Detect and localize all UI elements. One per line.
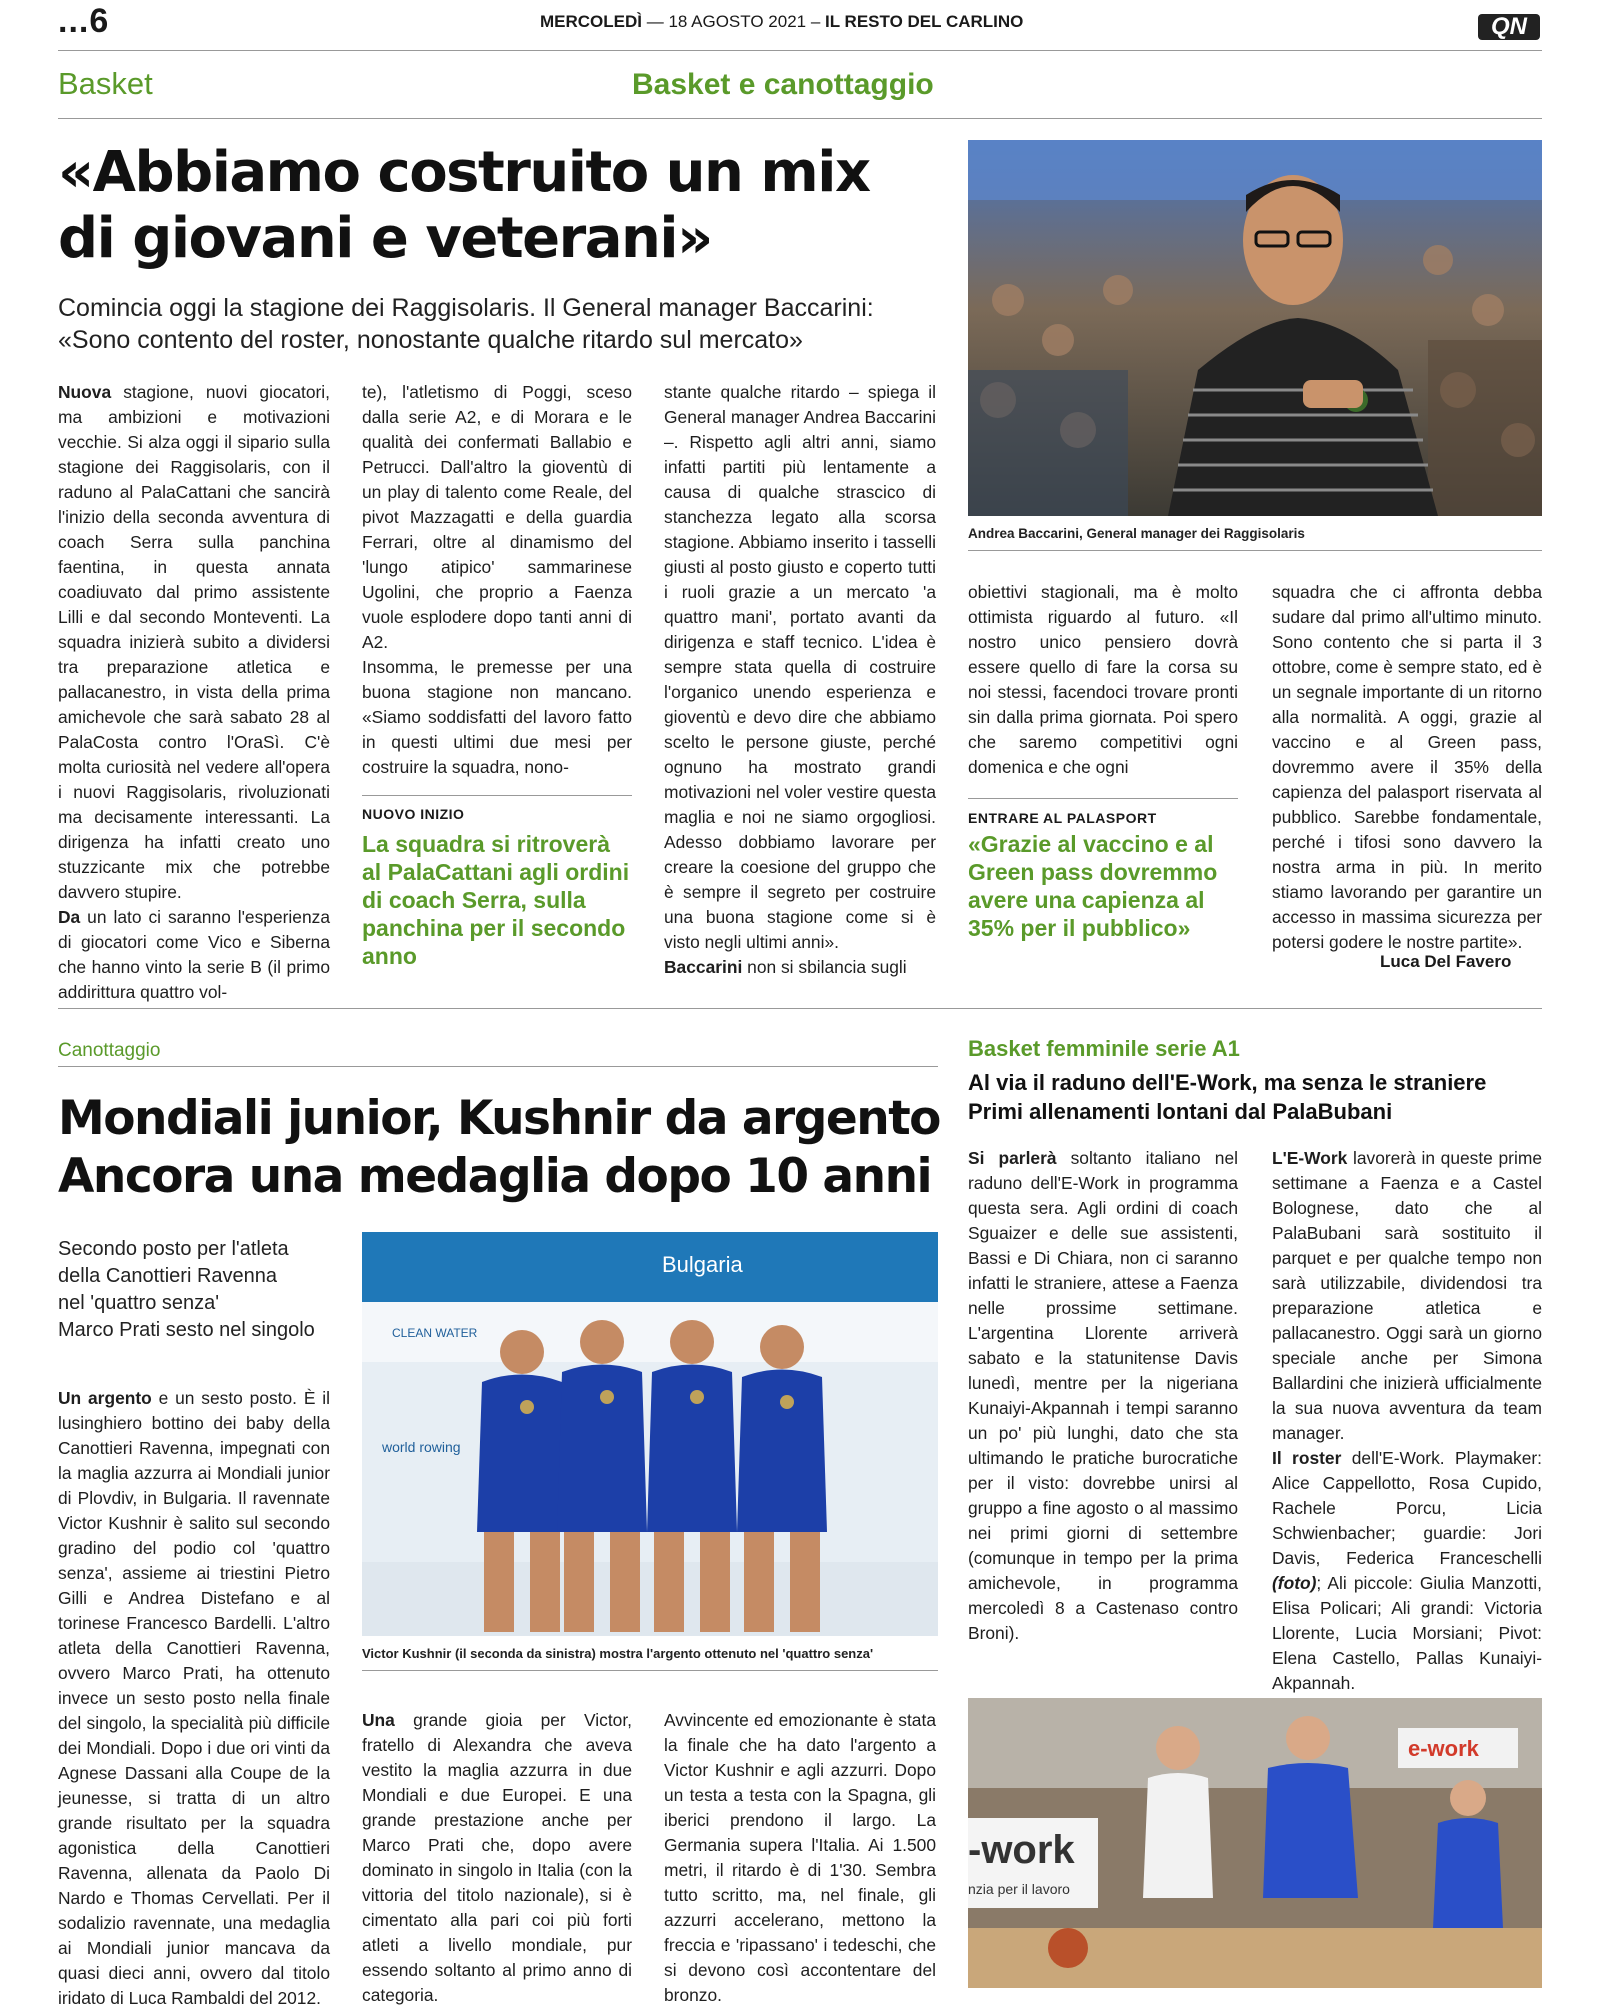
basketball-photo <box>968 1698 1542 1988</box>
rowers-photo-art <box>362 1232 938 1636</box>
body-text: stante qualche ritardo – spiega il General manager Andrea Baccarini –. Rispetto agli altri anni, siamo infatti partiti più lentamente a causa di qualche strascico di stanchezza legato alla scorsa stagione. Abbiamo inserito i tasselli giusti al posto giusto e coperto tutti i ruoli grazie a un mercato 'a quattro mani', portato avanti da dirigenza e staff tecnico. L'idea è sempre stata quella di costruire l'organico unendo esperienza e gioventù e devo dire che abbiamo scelto le persone giuste, perché ognuno ha mostrato grandi motivazioni nel voler vestire questa maglia e noi ne siamo orgogliosi. Adesso dobbiamo lavorare per creare la coesione del gruppo che è sempre il segreto per costruire una buona stagione come si è visto negli ultimi anni». <box>664 382 936 952</box>
subhead-line: Primi allenamenti lontani dal PalaBubani <box>968 1099 1393 1124</box>
article1-column-5 <box>1272 580 1542 955</box>
body-text: un lato ci saranno l'esperienza di giocatori come Vico e Siberna che hanno vinto la serie B (il primo addirittura quattro vol- <box>58 907 330 1002</box>
lead-word: Una <box>362 1710 395 1730</box>
article2-rule <box>58 1066 938 1067</box>
lead-word: Da <box>58 907 81 927</box>
section-rule <box>58 118 1542 119</box>
article2-column-2 <box>362 1708 632 2008</box>
headline-line-2: Ancora una medaglia dopo 10 anni <box>58 1149 932 1204</box>
article1-subhead <box>58 292 938 356</box>
photo-ework-banner: e-work <box>1408 1736 1479 1761</box>
subhead-line: Marco Prati sesto nel singolo <box>58 1319 315 1341</box>
photo-banner-text: Bulgaria <box>662 1252 743 1277</box>
box2-label: ENTRARE AL PALASPORT <box>968 810 1157 826</box>
body-text: stagione, nuovi giocatori, ma ambizioni e motivazioni vecchie. Si alza oggi il sipario sulla stagione dei Raggisolaris, con il raduno al PalaCattani che sancirà l'inizio della seconda avventura di coach Serra sulla panchina faentina, in questa annata coadiuvato dal primo assistente Lilli e dal secondo Monteventi. La squadra inizierà subito a dividersi tra preparazione atletica e pallacanestro, in vista della prima amichevole che sarà sabato 28 al PalaCosta contro l'OraSì. C'è molta curiosità nel vedere all'opera i nuovi Raggisolaris, rivoluzionati ma decisamente interessanti. La dirigenza ha infatti creato uno stuzzicante mix che potrebbe davvero stupire. <box>58 382 330 902</box>
photo-sponsor-1: CLEAN WATER <box>392 1326 478 1340</box>
page-number: ...6 <box>58 2 110 40</box>
headline-line-1: «Abbiamo costruito un mix <box>58 140 870 205</box>
masthead-date: — 18 AGOSTO 2021 – <box>646 12 821 31</box>
body-text: soltanto italiano nel raduno dell'E-Work in programma questa sera. Agli ordini di coach Sguaizer e delle sue assistenti, Bassi e Di Chiara, non ci saranno infatti le straniere, attese a Faenza nelle prossime settimane. L'argentina Llorente arriverà sabato e la statunitense Davis lunedì, mentre per la nigeriana Kunaiyi-Akpannah i tempi saranno un po' più lunghi, dato che sta ultimando le pratiche burocratiche per il visto: dovrebbe unirsi al gruppo a fine agosto o al massimo nei primi giorni di settembre (comunque in tempo per la prima amichevole, in programma mercoledì 8 a Castenaso contro Broni). <box>968 1148 1238 1643</box>
box1-label: NUOVO INIZIO <box>362 806 465 822</box>
masthead-paper: IL RESTO DEL CARLINO <box>825 12 1024 31</box>
body-text: non si sbilancia sugli <box>742 957 907 977</box>
article3-column-1 <box>968 1146 1238 1646</box>
body-text: te), l'atletismo di Poggi, sceso dalla serie A2, e di Morara e le qualità dei confermati Ballabio e Petrucci. Dall'altro la gioventù di un play di talento come Reale, del pivot Mazzagatti e della guardia Ferrari, oltre al dinamismo del 'lungo atipico' sammarinese Ugolini, che proprio a Faenza vuole esplodere dopo tanti anni di A2. <box>362 382 632 652</box>
article1-column-3 <box>664 380 936 980</box>
article2-section: Canottaggio <box>58 1040 161 1061</box>
article1-headline <box>58 140 958 272</box>
box2-quote: «Grazie al vaccino e al Green pass dovremmo avere una capienza al 35% per il pubblico» <box>968 831 1218 941</box>
qn-logo: QN <box>1478 14 1540 40</box>
article1-column-2 <box>362 380 632 780</box>
subhead-line: nel 'quattro senza' <box>58 1292 220 1314</box>
body-text: dell'E-Work. Playmaker: Alice Cappellotto, Rosa Cupido, Rachele Porcu, Licia Schwienbacher; guardie: Jori Davis, Federica Franceschelli <box>1272 1448 1542 1568</box>
photo-sponsor-2: world rowing <box>382 1439 461 1455</box>
photo-ework-board-2: nzia per il lavoro <box>968 1881 1070 1897</box>
rowers-caption: Victor Kushnir (il seconda da sinistra) mostra l'argento ottenuto nel 'quattro senza' <box>362 1646 874 1661</box>
foto-ref: (foto) <box>1272 1573 1317 1593</box>
photo-ework-board: -work <box>968 1828 1075 1872</box>
article3-section: Basket femminile serie A1 <box>968 1036 1240 1061</box>
body-text: Avvincente ed emozionante è stata la finale che ha dato l'argento a Victor Kushnir e agli azzurri. Dopo un testa a testa con la Spagna, gli iberici prendono il largo. La Germania supera l'Italia. Ai 1.500 metri, il ritardo è di 1'30. Sembra tutto scritto, ma, nel finale, gli azzurri accelerano, mettono la freccia e 'ripassano' i tedeschi, che si devono così accontentare del bronzo. <box>664 1710 936 2005</box>
subhead-line-1: Comincia oggi la stagione dei Raggisolaris. Il General manager Baccarini: <box>58 294 874 322</box>
lead-word: L'E-Work <box>1272 1148 1348 1168</box>
caption-rule <box>968 550 1542 551</box>
article3-subhead <box>968 1068 1542 1126</box>
basketball-photo-art <box>968 1698 1542 1988</box>
lead-word: Nuova <box>58 382 112 402</box>
baccarini-photo <box>968 140 1542 516</box>
body-text: ; Ali piccole: Giulia Manzotti, Elisa Policari; Ali grandi: Victoria Llorente, Lucia Morsiani; Pivot: Elena Castello, Pallas Kunaiyi-Akpannah. <box>1272 1573 1542 1693</box>
baccarini-caption: Andrea Baccarini, General manager dei Raggisolaris <box>968 526 1305 541</box>
article1-column-1 <box>58 380 330 1005</box>
headline-line-2: di giovani e veterani» <box>58 206 712 271</box>
mid-rule <box>58 1008 1542 1009</box>
caption-rule <box>362 1670 938 1671</box>
lead-word: Un argento <box>58 1388 152 1408</box>
article2-column-3 <box>664 1708 936 2008</box>
article3-column-2 <box>1272 1146 1542 1696</box>
body-text: lavorerà in queste prime settimane a Faenza e a Castel Bolognese, dato che al PalaBubani sarà sostituito il parquet e per qualche tempo non sarà utilizzabile, dividendosi tra preparazione atletica e pallacanestro. Oggi sarà un giorno speciale anche per Simona Ballardini che inizierà ufficialmente la sua nuova avventura da team manager. <box>1272 1148 1542 1443</box>
article2-headline <box>58 1090 958 1206</box>
subhead-line-2: «Sono contento del roster, nonostante qualche ritardo sul mercato» <box>58 326 803 354</box>
subhead-line: Al via il raduno dell'E-Work, ma senza le straniere <box>968 1070 1487 1095</box>
box2-rule <box>968 798 1238 799</box>
subhead-line: della Canottieri Ravenna <box>58 1265 278 1287</box>
box1-rule <box>362 795 632 796</box>
subhead-line: Secondo posto per l'atleta <box>58 1238 289 1260</box>
body-text: e un sesto posto. È il lusinghiero bottino dei baby della Canottieri Ravenna, impegnati con la maglia azzurra ai Mondiali junior di Plovdiv, in Bulgaria. Il ravennate Victor Kushnir è salito sul secondo gradino del podio col 'quattro senza', assieme ai triestini Pietro Gilli e Andrea Distefano e al torinese Francesco Bardelli. L'altro atleta della Canottieri Ravenna, ovvero Marco Prati, ha ottenuto invece un sesto posto nella finale del singolo, la specialità più difficile dei Mondiali. Dopo i due ori vinti da Agnese Dassani alla Coupe de la jeunesse, si tratta di un altro grande risultato per la squadra agonistica della Canottieri Ravenna, allenata da Paolo Di Nardo e Thomas Cervellati. Per il sodalizio ravennate, una medaglia ai Mondiali junior mancava da quasi dieci anni, ovvero dal titolo iridato di Luca Rambaldi del 2012. <box>58 1388 330 2008</box>
lead-word: Il roster <box>1272 1448 1342 1468</box>
article1-author: Luca Del Favero <box>1380 952 1512 971</box>
body-text: obiettivi stagionali, ma è molto ottimista riguardo al futuro. «Il nostro unico pensiero dovrà essere quello di fare la corsa su noi stessi, facendoci trovare pronti sin dalla prima giornata. Poi spero che saremo competitivi ogni domenica e che ogni <box>968 582 1238 777</box>
body-text: grande gioia per Victor, fratello di Alexandra che aveva vestito la maglia azzurra in due Mondiali e due Europei. E una grande prestazione anche per Marco Prati che, dopo avere dominato in singolo in Italia (con la vittoria del titolo nazionale), si è cimentato alla pari coi più forti atleti a livello mondiale, pur essendo soltanto al primo anno di categoria. <box>362 1710 632 2005</box>
body-text: Insomma, le premesse per una buona stagione non mancano. «Siamo soddisfatti del lavoro fatto in questi ultimi due mesi per costruire la squadra, nono- <box>362 657 632 777</box>
lead-word: Baccarini <box>664 957 743 977</box>
masthead-line <box>540 12 1023 32</box>
baccarini-photo-art <box>968 140 1542 516</box>
article2-subhead <box>58 1236 358 1344</box>
article1-column-4 <box>968 580 1238 780</box>
headline-line-1: Mondiali junior, Kushnir da argento <box>58 1091 940 1146</box>
article2-column-1 <box>58 1386 330 2011</box>
body-text: squadra che ci affronta debba sudare dal primo all'ultimo minuto. Sono contento che si parta il 3 ottobre, come è sempre stato, ed è un segnale importante di un ritorno alla normalità. A oggi, grazie al vaccino e al Green pass, dovremmo avere il 35% della capienza del palasport riservata al pubblico. Sarebbe fondamentale, perché i tifosi sono davvero la nostra arma in più. In merito stiamo lavorando per garantire un accesso in massima sicurezza per potersi godere le nostre partite». <box>1272 582 1542 952</box>
section-label-left: Basket <box>58 66 153 101</box>
section-label-center: Basket e canottaggio <box>632 68 934 101</box>
rowers-photo <box>362 1232 938 1636</box>
lead-word: Si parlerà <box>968 1148 1057 1168</box>
header-rule <box>58 50 1542 51</box>
masthead-day: MERCOLEDÌ <box>540 12 642 31</box>
box1-quote: La squadra si ritroverà al PalaCattani agli ordini di coach Serra, sulla panchina per il secondo anno <box>362 831 630 969</box>
